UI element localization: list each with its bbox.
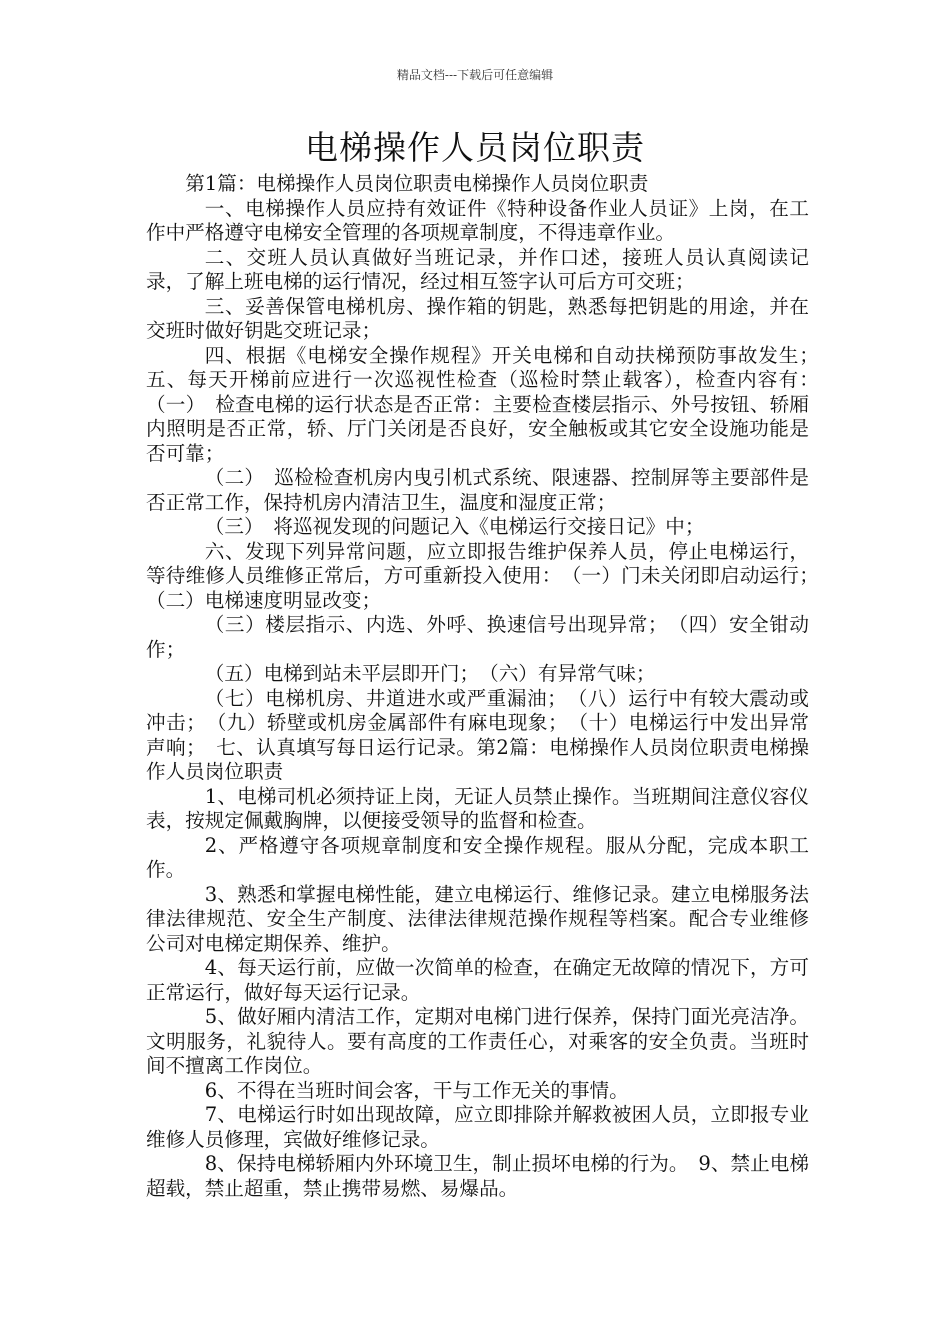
page-header-note: 精品文档---下载后可任意编辑 bbox=[396, 68, 554, 82]
paragraph: （七）电梯机房、井道进水或严重漏油； （八）运行中有较大震动或冲击； （九）轿壁或机房金属部件有麻电现象； （十）电梯运行中发出异常声响； 七、认真填写每日运行记录。第2篇：电梯操作人员岗位职责电梯操作人员岗位职责 bbox=[146, 686, 809, 783]
paragraph: 一、电梯操作人员应持有效证件《特种设备作业人员证》上岗，在工作中严格遵守电梯安全管理的各项规章制度，不得违章作业。 bbox=[146, 196, 809, 244]
paragraph: （三）楼层指示、内选、外呼、换速信号出现异常； （四）安全钳动作； bbox=[146, 613, 809, 661]
paragraph: 3、熟悉和掌握电梯性能，建立电梯运行、维修记录。建立电梯服务法律法律规范、安全生产制度、法律法律规范操作规程等档案。配合专业维修公司对电梯定期保养、维护。 bbox=[146, 882, 809, 955]
paragraph: 二、交班人员认真做好当班记录，并作口述，接班人员认真阅读记录，了解上班电梯的运行情况，经过相互签字认可后方可交班； bbox=[146, 245, 809, 293]
paragraph: 六、发现下列异常问题，应立即报告维护保养人员，停止电梯运行，等待维修人员维修正常后，方可重新投入使用： （一）门未关闭即启动运行； （二）电梯速度明显改变； bbox=[146, 539, 829, 612]
paragraph: 1、电梯司机必须持证上岗，无证人员禁止操作。当班期间注意仪容仪表，按规定佩戴胸牌，以便接受领导的监督和检查。 bbox=[146, 784, 809, 832]
document-title: 电梯操作人员岗位职责 bbox=[305, 128, 645, 167]
paragraph: 5、做好厢内清洁工作，定期对电梯门进行保养，保持门面光亮洁净。文明服务，礼貌待人。要有高度的工作责任心，对乘客的安全负责。当班时间不擅离工作岗位。 bbox=[146, 1005, 809, 1077]
paragraph: （三） 将巡视发现的问题记入《电梯运行交接日记》中； bbox=[204, 515, 705, 538]
paragraph: 2、严格遵守各项规章制度和安全操作规程。服从分配，完成本职工作。 bbox=[146, 833, 809, 881]
paragraph: 四、根据《电梯安全操作规程》开关电梯和自动扶梯预防事故发生； 五、每天开梯前应进行一次巡视性检查（巡检时禁止载客），检查内容有： （一） 检查电梯的运行状态是否正常：主要检查楼层指示、外号按钮、轿厢内照明是否正常，轿、厅门关闭是否良好，安全触板或其它安全设施功能是否可靠； bbox=[146, 343, 829, 465]
document-body bbox=[146, 172, 829, 1201]
paragraph: 7、电梯运行时如出现故障，应立即排除并解救被困人员，立即报专业维修人员修理，宾做好维修记录。 bbox=[146, 1103, 809, 1151]
paragraph: 8、保持电梯轿厢内外环境卫生，制止损坏电梯的行为。 9、禁止电梯超载，禁止超重，禁止携带易燃、易爆品。 bbox=[146, 1152, 809, 1200]
paragraph-section-1-heading: 第1篇：电梯操作人员岗位职责电梯操作人员岗位职责 bbox=[185, 172, 649, 195]
paragraph: 6、不得在当班时间会客，干与工作无关的事情。 bbox=[204, 1078, 629, 1102]
paragraph: 三、妥善保管电梯机房、操作箱的钥匙，熟悉每把钥匙的用途，并在交班时做好钥匙交班记录； bbox=[146, 294, 809, 342]
paragraph: （二） 巡检检查机房内曳引机式系统、限速器、控制屏等主要部件是否正常工作，保持机房内清洁卫生，温度和湿度正常； bbox=[146, 466, 809, 514]
paragraph: （五）电梯到站未平层即开门； （六）有异常气味； bbox=[204, 662, 656, 685]
paragraph: 4、每天运行前，应做一次简单的检查，在确定无故障的情况下，方可正常运行，做好每天运行记录。 bbox=[146, 956, 809, 1004]
